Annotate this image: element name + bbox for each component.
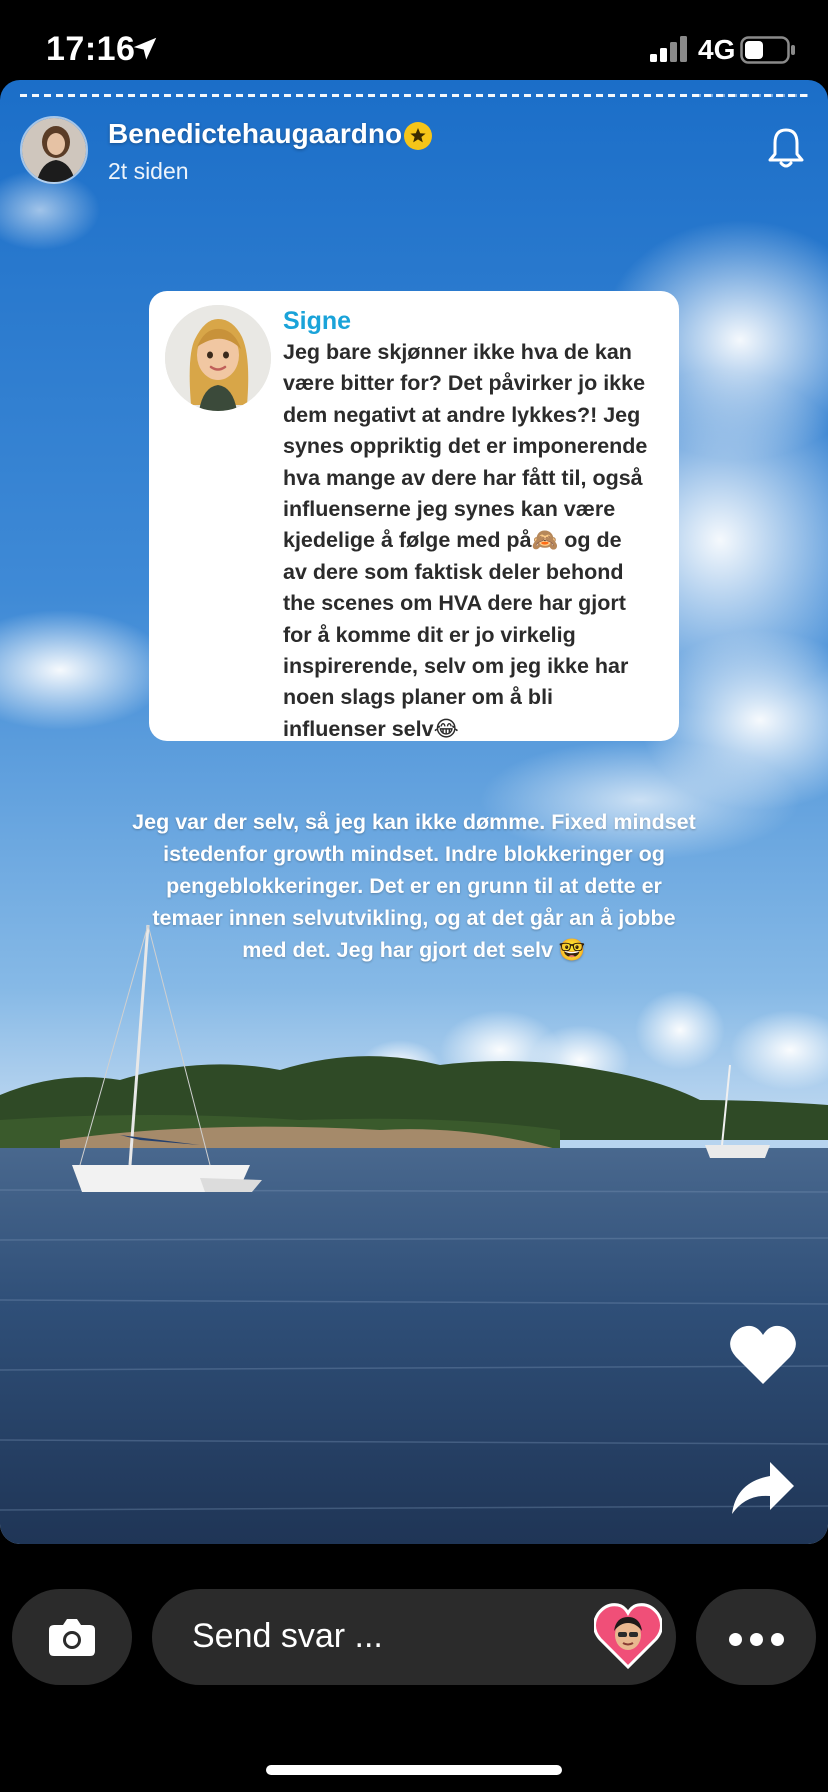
quote-line: kjedelige å følge med på🙈 og de — [283, 528, 622, 553]
quote-line: noen slags planer om å bli — [283, 685, 554, 710]
network-label: 4G — [698, 34, 736, 65]
quote-text — [283, 337, 669, 745]
reply-placeholder: Send svar ... — [192, 1617, 383, 1655]
story-progress-bar — [20, 94, 808, 97]
cellular-signal-icon — [650, 36, 690, 62]
dot-icon — [729, 1633, 742, 1646]
story-caption — [96, 806, 732, 966]
location-arrow-icon — [130, 34, 160, 64]
dot-icon — [750, 1633, 763, 1646]
more-options-button[interactable] — [696, 1589, 816, 1685]
caption-line: pengeblokkeringer. Det er en grunn til at dette er — [166, 874, 662, 898]
caption-line: Jeg var der selv, så jeg kan ikke dømme. Fixed mindset — [132, 810, 696, 834]
bitmoji-heart-icon[interactable] — [594, 1601, 662, 1671]
caption-line: temaer innen selvutvikling, og at det går an å jobbe — [152, 906, 676, 930]
caption-line: istedenfor growth mindset. Indre blokkeringer og — [163, 842, 665, 866]
star-badge-icon — [404, 122, 432, 150]
quote-line: være bitter for? Det påvirker jo ikke — [283, 371, 646, 396]
reply-input[interactable] — [152, 1589, 676, 1685]
quote-line: dem negativt at andre lykkes?! Jeg — [283, 402, 641, 427]
author-avatar[interactable] — [20, 116, 88, 184]
quoted-reply-card — [149, 291, 679, 741]
status-bar — [0, 0, 828, 80]
heart-icon[interactable] — [728, 1324, 798, 1386]
quote-line: Jeg bare skjønner ikke hva de kan — [283, 340, 632, 364]
story-view[interactable] — [0, 80, 828, 1544]
quote-line: for å komme dit er jo virkelig — [283, 622, 576, 647]
bell-icon[interactable] — [766, 126, 806, 170]
caption-line: med det. Jeg har gjort det selv 🤓 — [242, 938, 586, 962]
quote-author-name: Signe — [283, 307, 352, 335]
author-name[interactable]: Benedictehaugaardno — [108, 118, 403, 149]
quote-line: inspirerende, selv om jeg ikke har — [283, 654, 629, 679]
camera-icon — [48, 1617, 96, 1657]
share-arrow-icon[interactable] — [730, 1460, 796, 1516]
quote-line: hva mange av dere har fått til, også — [283, 465, 643, 490]
post-time: 2t siden — [108, 158, 189, 184]
dot-icon — [771, 1633, 784, 1646]
status-time: 17:16 — [46, 30, 136, 68]
quote-line: influenserne jeg synes kan være — [283, 497, 616, 522]
quote-line: synes oppriktig det er imponerende — [283, 434, 648, 459]
quote-line: the scenes om HVA dere har gjort — [283, 591, 626, 616]
quote-author-avatar — [165, 305, 271, 411]
quote-line: influenser selv😂 — [283, 716, 459, 741]
camera-button[interactable] — [12, 1589, 132, 1685]
home-indicator[interactable] — [266, 1765, 562, 1775]
battery-icon — [740, 36, 796, 64]
quote-line: av dere som faktisk deler behond — [283, 559, 624, 584]
story-progress-remaining — [694, 94, 808, 97]
